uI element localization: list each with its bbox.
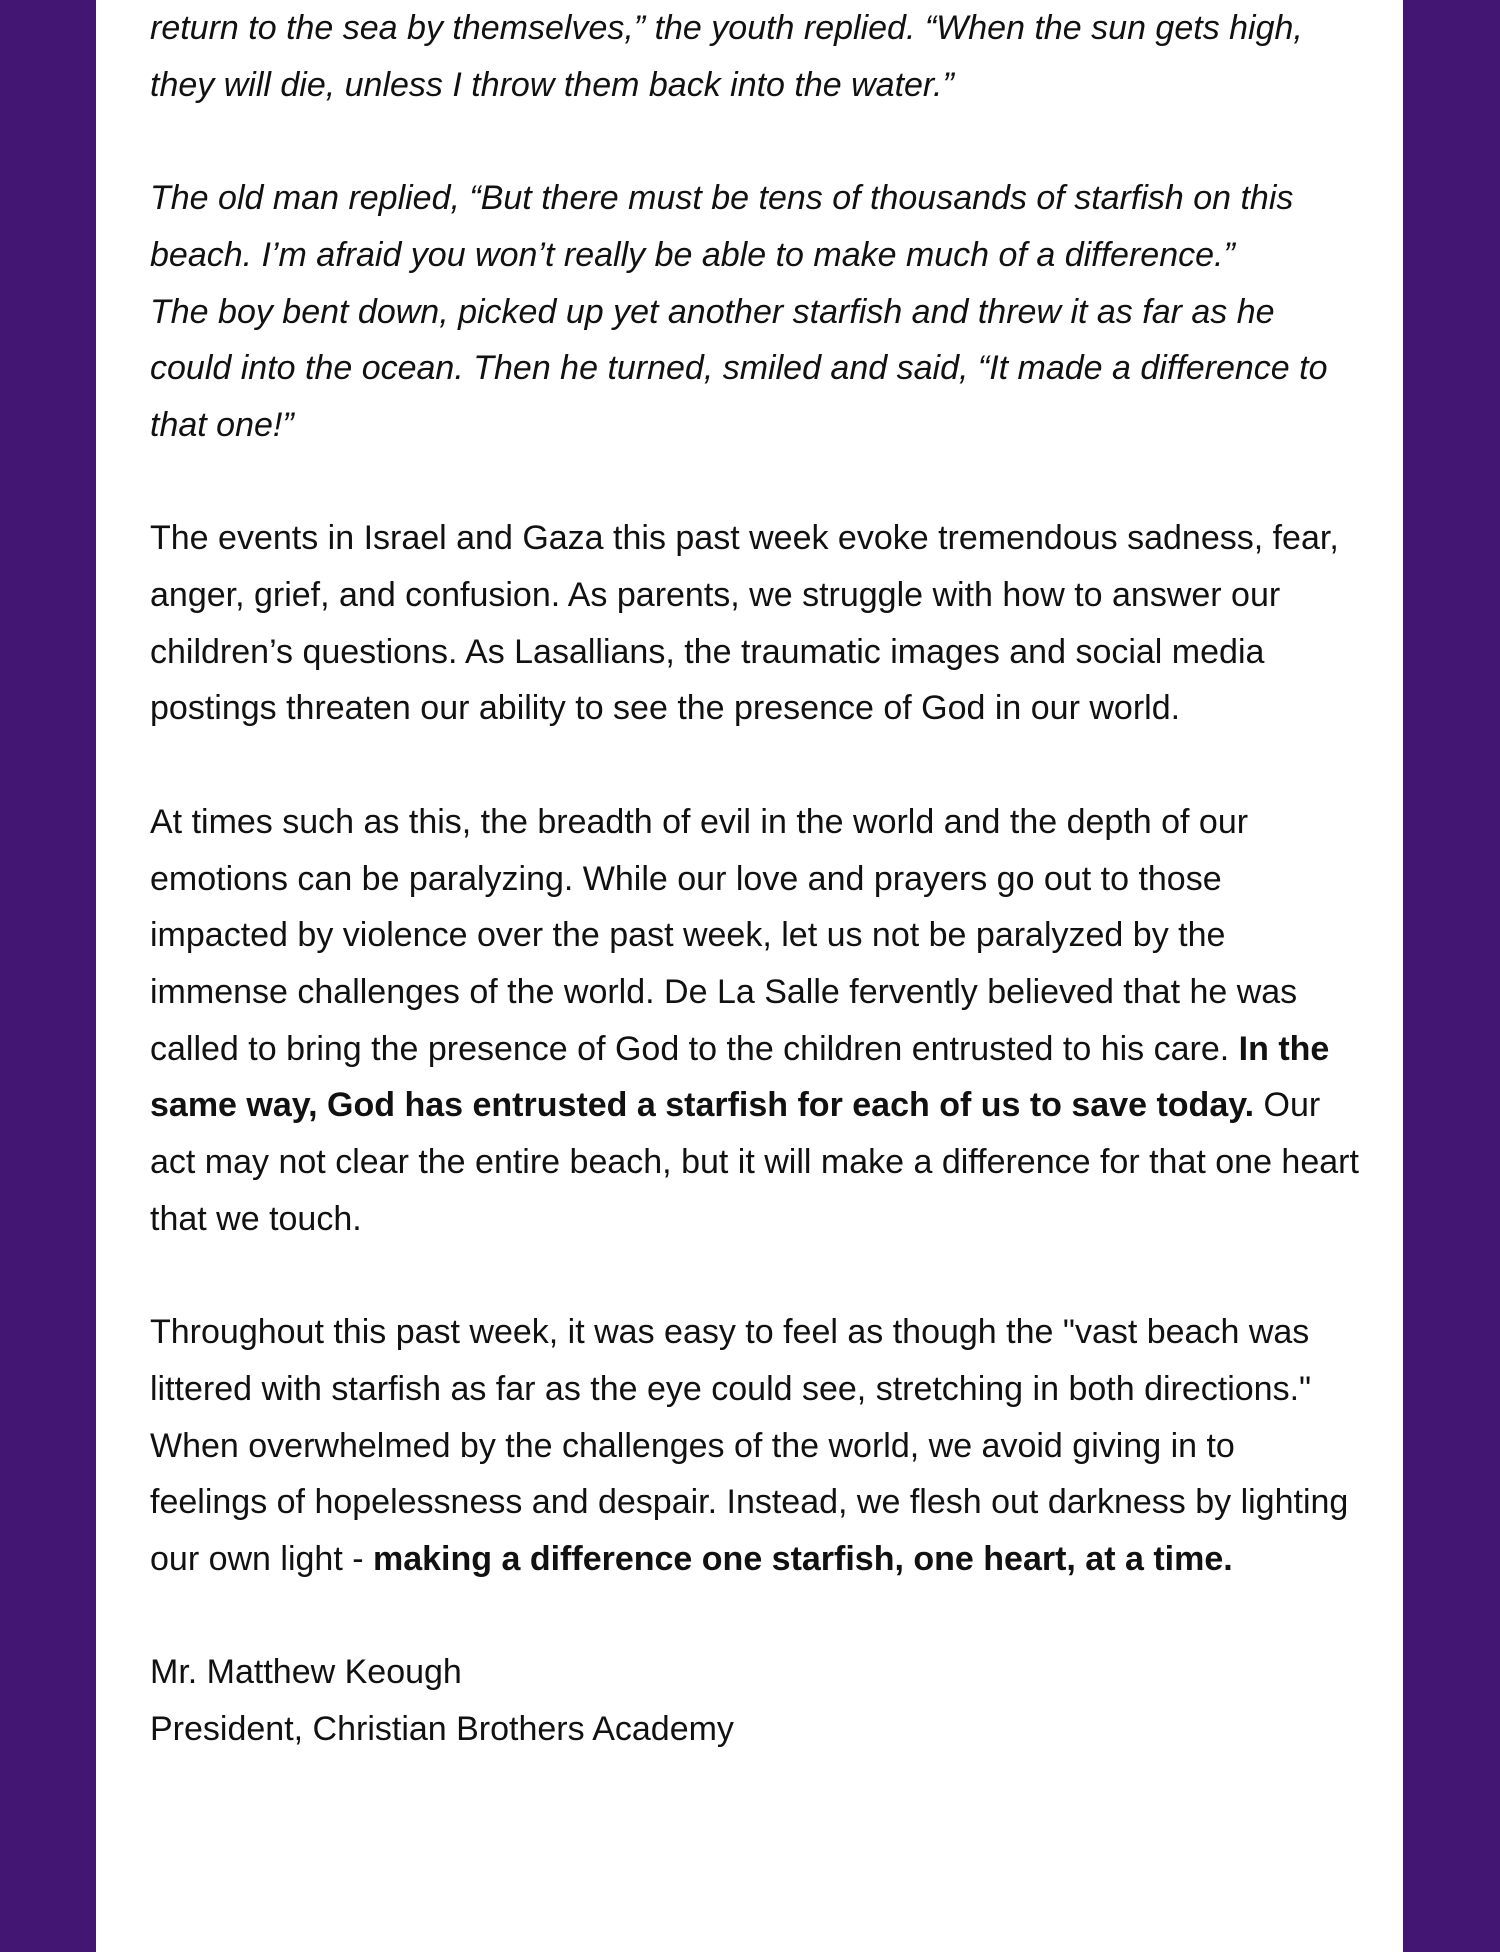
closing-emphasis: making a difference one starfish, one heart, at a time. — [373, 1539, 1233, 1578]
story-paragraph-1: return to the sea by themselves,” the youth replied. “When the sun gets high, they will die, unless I throw them back into the water.” — [150, 9, 1303, 104]
paragraph-spacer — [150, 113, 1360, 170]
closing-text: Throughout this past week, it was easy to feel as though the "vast beach was littered with starfish as far as the eye could see, stretching in both directions." When overwhelmed by the challenges of the world, we avoid giving in to feelings of hopelessness and despair. Instead, we flesh out darkness by lighting our own light - — [150, 1313, 1349, 1578]
paralyzing-text-a: At times such as this, the breadth of evil in the world and the depth of our emotions can be paralyzing. While our love and prayers go out to those impacted by violence over the past week, let us not be paralyzed by the immense challenges of the world. De La Salle fervently believed that he was called to bring the presence of God to the children entrusted to his care. — [150, 802, 1298, 1068]
signature-name: Mr. Matthew Keough — [150, 1653, 462, 1692]
letter-page — [96, 0, 1403, 1952]
paralyzing-text-b: Our act may not clear the entire beach, but it will make a difference for that one heart that we touch. — [150, 1086, 1359, 1238]
paragraph-spacer — [150, 1588, 1360, 1645]
paragraph-spacer — [150, 454, 1360, 511]
paralyzing-paragraph — [150, 794, 1360, 1248]
events-paragraph: The events in Israel and Gaza this past week evoke tremendous sadness, fear, anger, grief, and confusion. As parents, we struggle with how to answer our children’s questions. As Lasallians, the traumatic images and social media postings threaten our ability to see the presence of God in our world. — [150, 519, 1339, 728]
signature-title: President, Christian Brothers Academy — [150, 1710, 734, 1749]
paragraph-spacer — [150, 737, 1360, 794]
story-paragraph-3: The boy bent down, picked up yet another starfish and threw it as far as he could into the ocean. Then he turned, smiled and said, “It made a difference to that one!” — [150, 292, 1328, 444]
starfish-emphasis: In the same way, God has entrusted a starfish for each of us to save today. — [150, 1029, 1330, 1125]
letter-content — [150, 0, 1360, 1758]
story-paragraph-2: The old man replied, “But there must be tens of thousands of starfish on this beach. I’m afraid you won’t really be able to make much of a difference.” — [150, 179, 1294, 274]
paragraph-spacer — [150, 1247, 1360, 1304]
closing-paragraph — [150, 1304, 1360, 1588]
